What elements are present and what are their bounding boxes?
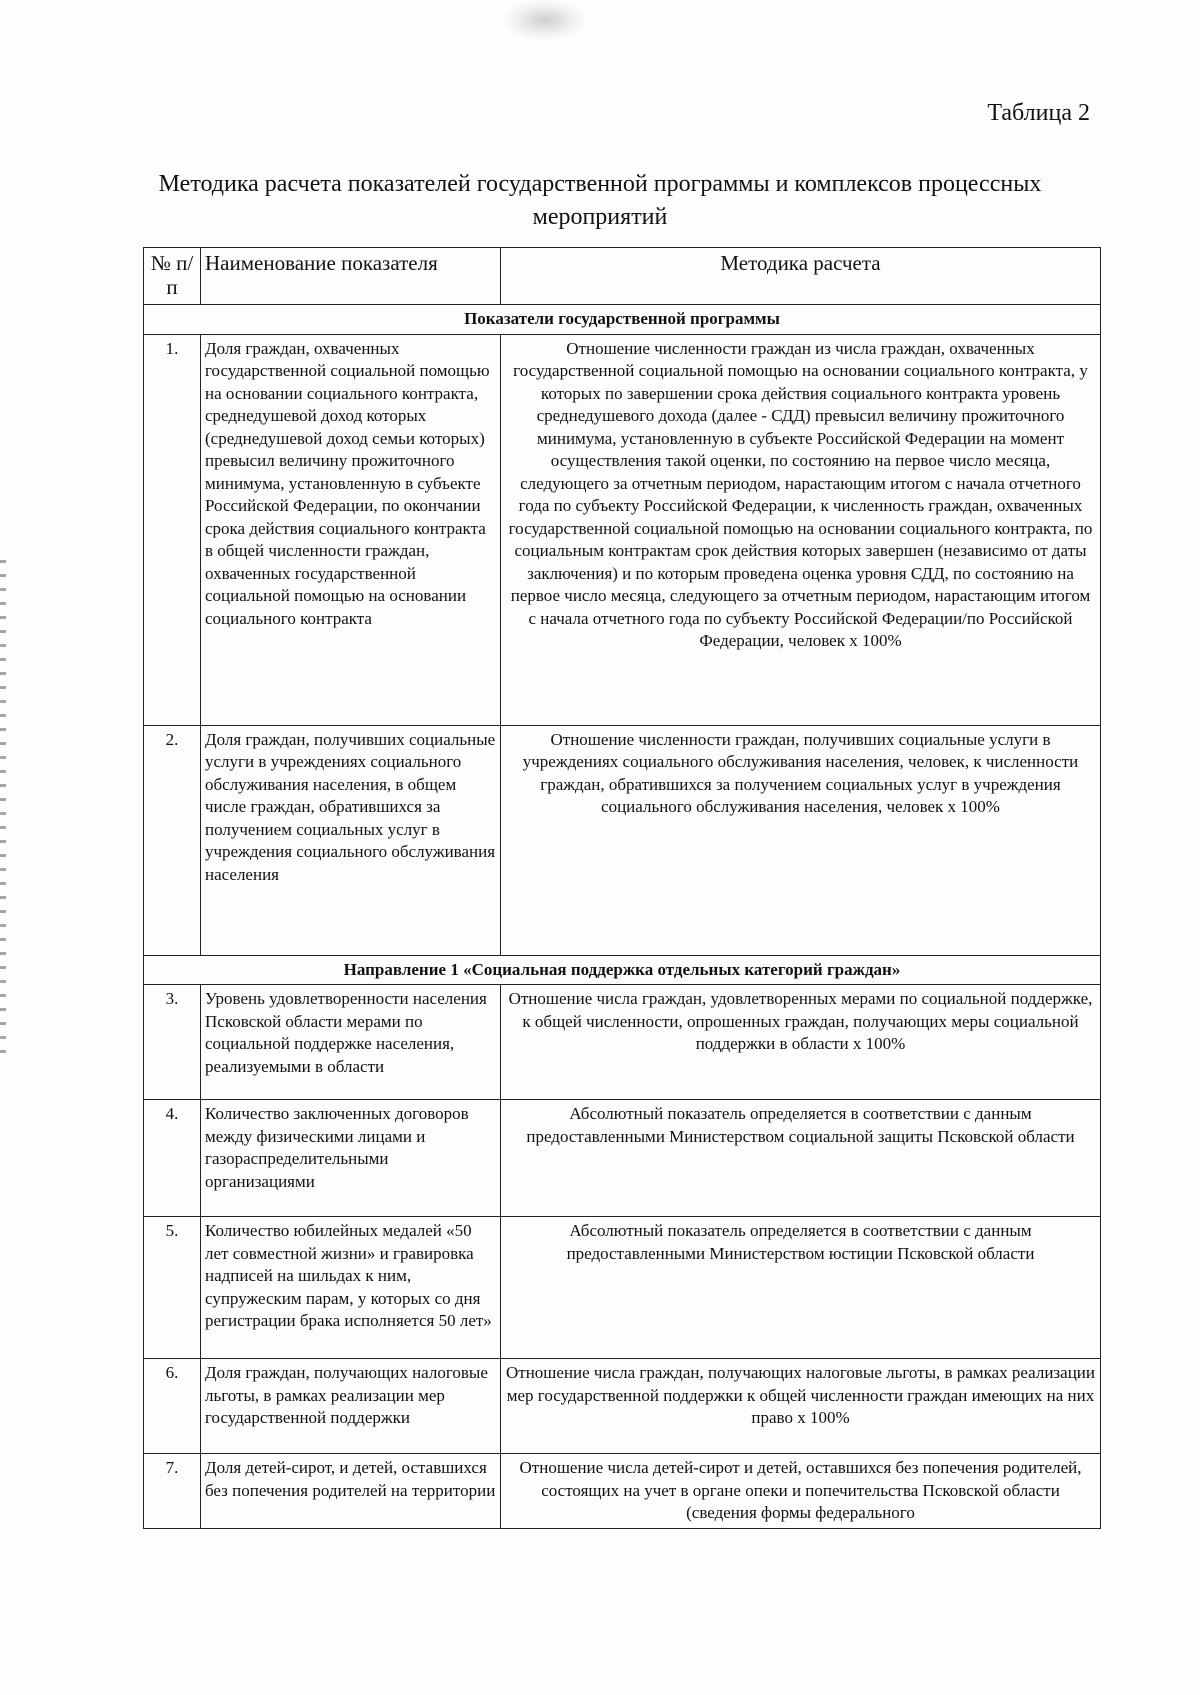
section-title: Показатели государственной программы: [144, 305, 1101, 335]
table-row: [144, 725, 1101, 955]
table-row: [144, 1359, 1101, 1454]
row-method: Отношение числа граждан, получающих налоговые льготы, в рамках реализации мер государственной поддержки к общей численности граждан имеющих на них право х 100%: [501, 1359, 1101, 1454]
table-row: [144, 334, 1101, 725]
scan-artifact: [505, 0, 585, 40]
row-method: Отношение численности граждан, получивших социальные услуги в учреждениях социального обслуживания населения, человек, к численности граждан, обратившихся за получением социальных услуг в учреждения социального обслуживания населения, человек х 100%: [501, 725, 1101, 955]
header-name: Наименование показателя: [201, 248, 501, 305]
row-num: 5.: [144, 1217, 201, 1359]
row-indicator-name: Доля граждан, охваченных государственной социальной помощью на основании социального контракта, среднедушевой доход которых (среднедушевой доход семьи которых) превысил величину прожиточного минимума, установленную в субъекте Российской Федерации, по окончании срока действия социального контракта в общей численности граждан, охваченных государственной социальной помощью на основании социального контракта: [201, 334, 501, 725]
table-label: Таблица 2: [987, 100, 1090, 126]
row-num: 4.: [144, 1100, 201, 1217]
section-row: [144, 305, 1101, 335]
row-num: 3.: [144, 985, 201, 1100]
header-method: Методика расчета: [501, 248, 1101, 305]
row-indicator-name: Доля граждан, получивших социальные услуги в учреждениях социального обслуживания населения, в общем числе граждан, обратившихся за получением социальных услуг в учреждения социального обслуживания населения: [201, 725, 501, 955]
section-row: [144, 955, 1101, 985]
row-indicator-name: Доля граждан, получающих налоговые льготы, в рамках реализации мер государственной поддержки: [201, 1359, 501, 1454]
row-method: Абсолютный показатель определяется в соответствии с данным предоставленными Министерством социальной защиты Псковской области: [501, 1100, 1101, 1217]
document-title: Методика расчета показателей государственной программы и комплексов процессных мероприятий: [158, 171, 1042, 230]
row-num: 2.: [144, 725, 201, 955]
scan-edge-artifact: [0, 560, 6, 1060]
table-row: [144, 985, 1101, 1100]
row-method: Абсолютный показатель определяется в соответствии с данным предоставленными Министерством юстиции Псковской области: [501, 1217, 1101, 1359]
row-num: 7.: [144, 1454, 201, 1529]
row-num: 6.: [144, 1359, 201, 1454]
row-indicator-name: Доля детей-сирот, и детей, оставшихся без попечения родителей на территории: [201, 1454, 501, 1529]
table-row: [144, 1217, 1101, 1359]
row-method: Отношение численности граждан из числа граждан, охваченных государственной социальной помощью на основании социального контракта, у которых по завершении срока действия социального контракта уровень среднедушевого дохода (далее - СДД) превысил величину прожиточного минимума, установленную в субъекте Российской Федерации на момент осуществления такой оценки, по состоянию на первое число месяца, следующего за отчетным периодом, нарастающим итогом с начала отчетного года по субъекту Российской Федерации, к численность граждан, охваченных государственной социальной помощью на основании социального контракта, по социальным контрактам срок действия которых завершен (независимо от даты заключения) и по которым проведена оценка уровня СДД, по состоянию на первое число месяца, следующего за отчетным периодом, нарастающим итогом с начала отчетного года по субъекту Российской Федерации/по Российской Федерации, человек х 100%: [501, 334, 1101, 725]
row-indicator-name: Количество заключенных договоров между физическими лицами и газораспределительными организациями: [201, 1100, 501, 1217]
table-row: [144, 1454, 1101, 1529]
header-num: № п/п: [144, 248, 201, 305]
row-method: Отношение числа детей-сирот и детей, оставшихся без попечения родителей, состоящих на учет в органе опеки и попечительства Псковской области (сведения формы федерального: [501, 1454, 1101, 1529]
methodology-table: [143, 247, 1101, 1529]
row-indicator-name: Уровень удовлетворенности населения Псковской области мерами по социальной поддержке населения, реализуемыми в области: [201, 985, 501, 1100]
section-title: Направление 1 «Социальная поддержка отдельных категорий граждан»: [144, 955, 1101, 985]
table-row: [144, 1100, 1101, 1217]
row-num: 1.: [144, 334, 201, 725]
row-method: Отношение числа граждан, удовлетворенных мерами по социальной поддержке, к общей численности, опрошенных граждан, получающих меры социальной поддержки в области х 100%: [501, 985, 1101, 1100]
table-header-row: [144, 248, 1101, 305]
row-indicator-name: Количество юбилейных медалей «50 лет совместной жизни» и гравировка надписей на шильдах к ним, супружеским парам, у которых со дня регистрации брака исполняется 50 лет»: [201, 1217, 501, 1359]
